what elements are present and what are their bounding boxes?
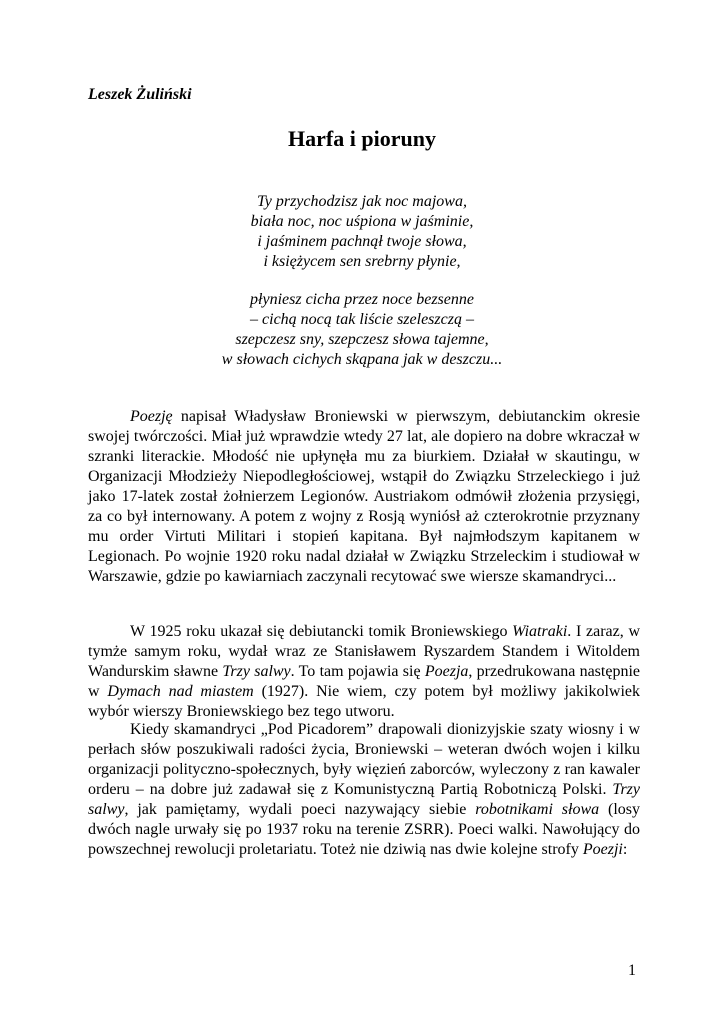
paragraph-1 <box>88 407 640 587</box>
poem-line: szepczesz sny, szepczesz słowa tajemne, <box>235 331 489 348</box>
paragraph-segment: . To tam pojawia się <box>290 663 425 680</box>
page-number: 1 <box>628 962 636 979</box>
poem-line: biała noc, noc uśpiona w jaśminie, <box>250 213 474 230</box>
paragraph-text <box>88 720 640 860</box>
italic-title: Wiatraki <box>512 623 568 640</box>
document-title: Harfa i pioruny <box>288 126 436 151</box>
paragraph-segment: (losy dwóch nagle urwały się po 1937 roku na terenie ZSRR). Poeci walki. Nawołujący do powszechnej rewolucji proletariatu. Toteż nie dziwią nas dwie kolejne strofy <box>88 801 641 858</box>
paragraph-segment: , jak pamiętamy, wydali poeci nazywający siebie <box>124 801 476 818</box>
paragraph-text <box>88 622 640 722</box>
poem-stanza-2 <box>0 290 724 370</box>
paragraph-segment: : <box>622 841 628 858</box>
paragraph-2 <box>88 622 640 722</box>
poem-line: Ty przychodzisz jak noc majowa, <box>257 193 467 210</box>
author-name: Leszek Żuliński <box>88 86 192 103</box>
paragraph-segment: Kiedy skamandryci „Pod Picadorem” drapowali dionizyjskie szaty wiosny i w perłach słów poszukiwali radości życia, Broniewski – weteran dwóch wojen i kilku organizacji polityczno-społecznych, były więzień zaborców, wyleczony z ran kawaler orderu – na dobre już zadawał się z Komunistyczną Partią Robotniczą Polski. <box>88 721 640 798</box>
poem-stanza-1 <box>0 192 724 272</box>
paragraph-segment: napisał Władysław Broniewski w pierwszym, debiutanckim okresie swojej twórczości. Miał już wprawdzie wtedy 27 lat, ale dopiero na dobre wkraczał w szranki literackie. Młodość nie upłynęła mu za biurkiem. Działał w skautingu, w Organizacji Młodzieży Niepodległościowej, wstąpił do Związku Strzeleckiego i już jako 17-latek został żołnierzem Legionów. Austriakom odmówił złożenia przysięgi, za co był internowany. A potem z wojny z Rosją wyniósł aż czterokrotnie przyznany mu order Virtuti Militari i stopień kapitana. Był najmłodszym kapitanem w Legionach. Po wojnie 1920 roku nadal działał w Związku Strzeleckim i studiował w Warszawie, gdzie po kawiarniach zaczynali recytować swe wiersze skamandryci... <box>88 408 640 585</box>
paragraph-segment: . I zaraz, w tymże samym roku, wydał wraz ze Stanisławem Ryszardem Standem i Witoldem Wandurskim sławne <box>88 623 640 680</box>
italic-title: Trzy salwy <box>222 663 291 680</box>
poem-line: i księżycem sen srebrny płynie, <box>263 253 461 270</box>
italic-title: Trzy salwy <box>88 781 640 818</box>
paragraph-text <box>88 407 640 587</box>
paragraph-segment: (1927). Nie wiem, czy potem był możliwy jakikolwiek wybór wierszy Broniewskiego bez tego utworu. <box>88 683 640 720</box>
italic-title: Poezję <box>130 408 173 425</box>
italic-title: Poezji <box>582 841 623 858</box>
italic-title: robotnikami słowa <box>475 801 600 818</box>
poem-line: płyniesz cicha przez noce bezsenne <box>250 291 474 308</box>
paragraph-segment: , przedrukowana następnie w <box>88 663 640 700</box>
poem-line: w słowach cichych skąpana jak w deszczu... <box>221 351 503 368</box>
italic-title: Poezja <box>424 663 469 680</box>
italic-title: Dymach nad miastem <box>107 683 254 700</box>
poem-line: i jaśminem pachnął twoje słowa, <box>257 233 467 250</box>
paragraph-3 <box>88 720 640 860</box>
paragraph-segment: W 1925 roku ukazał się debiutancki tomik Broniewskiego <box>130 623 513 640</box>
poem-line: – cichą nocą tak liście szeleszczą – <box>250 311 474 328</box>
